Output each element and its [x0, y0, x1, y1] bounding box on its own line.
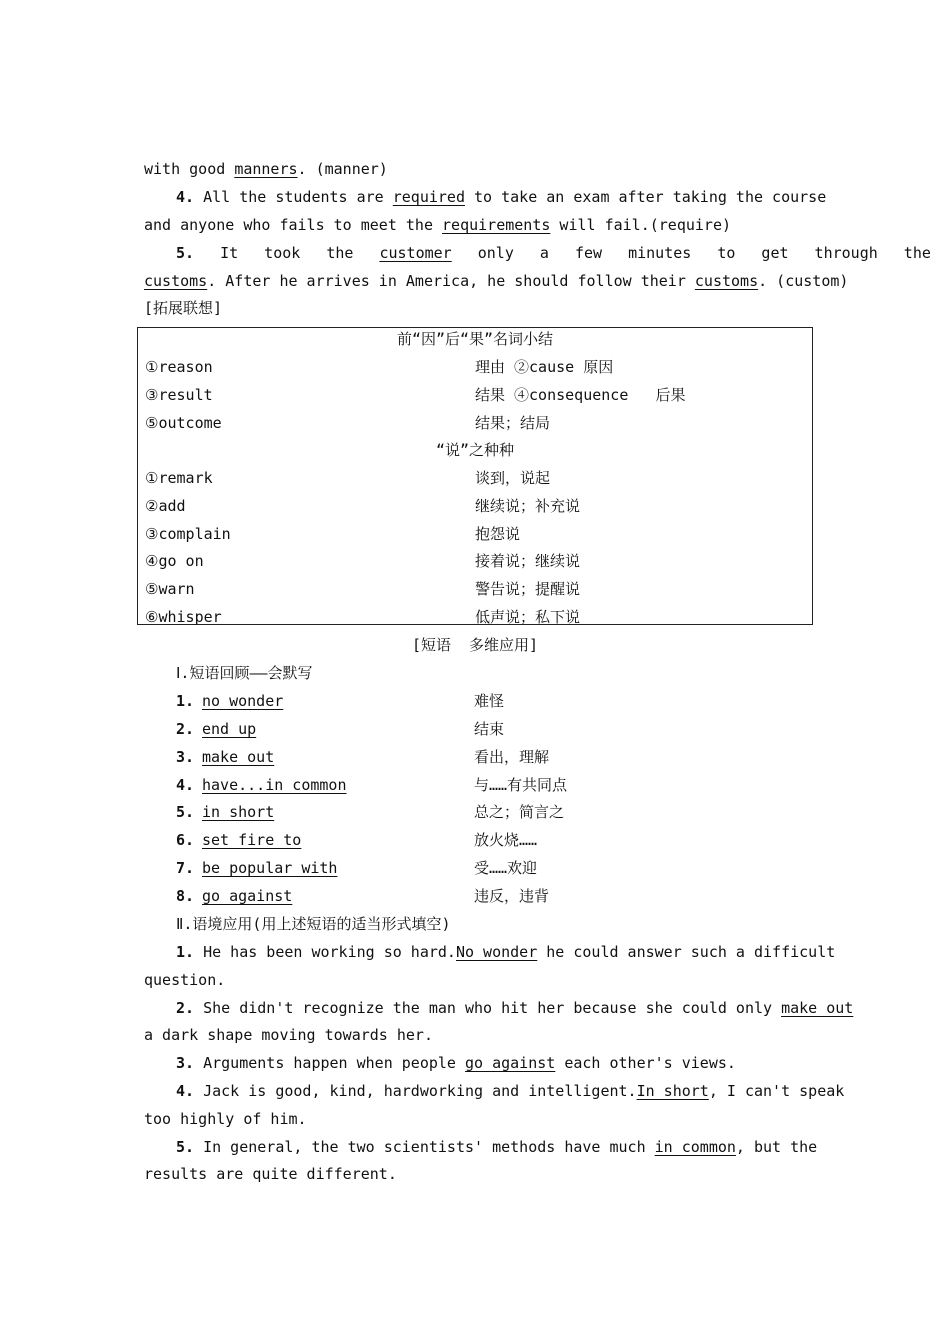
summary-table — [137, 327, 813, 625]
exercise-4-line2: too highly of him. — [144, 1110, 307, 1128]
exercise-5-line1: 5. In general, the two scientists' methods have much in common, but the — [176, 1138, 818, 1156]
vocab-q5-line1: 5. It took the customer only a few minutes to get through the — [176, 244, 931, 262]
part1-heading: Ⅰ.短语回顾——会默写 — [176, 664, 313, 682]
exercise-3-line1: 3. Arguments happen when people go against each other's views. — [176, 1054, 736, 1072]
answer-no-wonder: No wonder — [455, 943, 538, 961]
table-row: ⑤warn 警告说；提醒说 — [145, 580, 581, 598]
exercise-2-line1: 2. She didn't recognize the man who hit her because she could only make out — [176, 999, 854, 1017]
vocab-q4-line2: and anyone who fails to meet the requirements will fail.(require) — [144, 216, 732, 234]
table-row: ⑥whisper 低声说；私下说 — [145, 608, 581, 626]
answer-in-short: In short — [636, 1082, 709, 1100]
table-row: ③result 结果 ④consequence 后果 — [145, 386, 686, 404]
answer-go-against: go against — [465, 1054, 556, 1072]
table-row: ③complain 抱怨说 — [145, 525, 521, 543]
phrases-heading: [短语 多维应用] — [411, 636, 539, 654]
answer-make-out: make out — [781, 999, 854, 1017]
exercise-1-line2: question. — [144, 971, 226, 989]
table-section-title: 前“因”后“果”名词小结 — [396, 330, 554, 348]
vocab-q4-line1: 4. All the students are required to take an exam after taking the course — [176, 188, 827, 206]
exercise-1-line1: 1. He has been working so hard.No wonder he could answer such a difficult — [176, 943, 836, 961]
table-row: ②add 继续说；补充说 — [145, 497, 581, 515]
answer-customer: customer — [379, 244, 452, 262]
exercise-4-line1: 4. Jack is good, kind, hardworking and intelligent.In short, I can't speak — [176, 1082, 845, 1100]
answer-manners: manners — [234, 160, 298, 178]
answer-in-common: in common — [654, 1138, 736, 1156]
table-row: ①remark 谈到，说起 — [145, 469, 551, 487]
part2-heading: Ⅱ.语境应用(用上述短语的适当形式填空) — [176, 915, 451, 933]
table-row: ①reason 理由 ②cause 原因 — [145, 358, 614, 376]
table-row: ⑤outcome 结果；结局 — [145, 414, 551, 432]
vocab-line-manners: with good manners. (manner) — [144, 160, 388, 178]
answer-required: required — [392, 188, 465, 206]
expand-heading: [拓展联想] — [144, 299, 223, 317]
answer-customs-1: customs — [144, 272, 208, 290]
exercise-2-line2: a dark shape moving towards her. — [144, 1026, 433, 1044]
table-row: ④go on 接着说；继续说 — [145, 552, 581, 570]
table-section-title: “说”之种种 — [435, 441, 515, 459]
answer-requirements: requirements — [442, 216, 551, 234]
exercise-5-line2: results are quite different. — [144, 1165, 397, 1183]
document-page: with good manners. (manner) 4. All the students are required to take an exam after taking the course and anyone who fails to meet the requirements will fail.(require) 5. It took the customer only a few minutes to get through the customs. After he arrives in America, he should follow their customs. (custom) [拓展联想] 前“因”后“果”名词小结 ①reason 理由 ②cause 原因 ③result 结果 ④consequence 后果 ⑤outcome 结果；结局 “说”之种种 ①remark 谈到，说起 ②add 继续说；补充说 ③complain 抱怨说 ④go on 接着说；继续说 ⑤warn 警告说；提醒说 ⑥whisper 低声说；私下说 [短语 多维应用] Ⅰ.短语回顾——会默写 1. no wonder 难怪 2. end up 结束 3. make out 看出，理解 4. have...in common 与……有共同点 5. in short 总之；简言之 6. set fire to 放火烧…… 7. be popular with 受……欢迎 8. go against 违反，违背 Ⅱ.语境应用(用上述短语的适当形式填空) 1. He has been working so hard.No wonder he could answer such a difficult question. 2. She didn't recognize the man who hit her because she could only make out a dark shape moving towards her. 3. Arguments happen when people go against each other's views. 4. Jack is good, kind, hardworking and intelligent.In short, I can't speak too highly of him. 5. In general, the two scientists' methods have much in common, but the results are quite different. — [0, 0, 950, 1344]
vocab-q5-line2: customs. After he arrives in America, he should follow their customs. (custom) — [144, 272, 849, 290]
answer-customs-2: customs — [694, 272, 759, 290]
